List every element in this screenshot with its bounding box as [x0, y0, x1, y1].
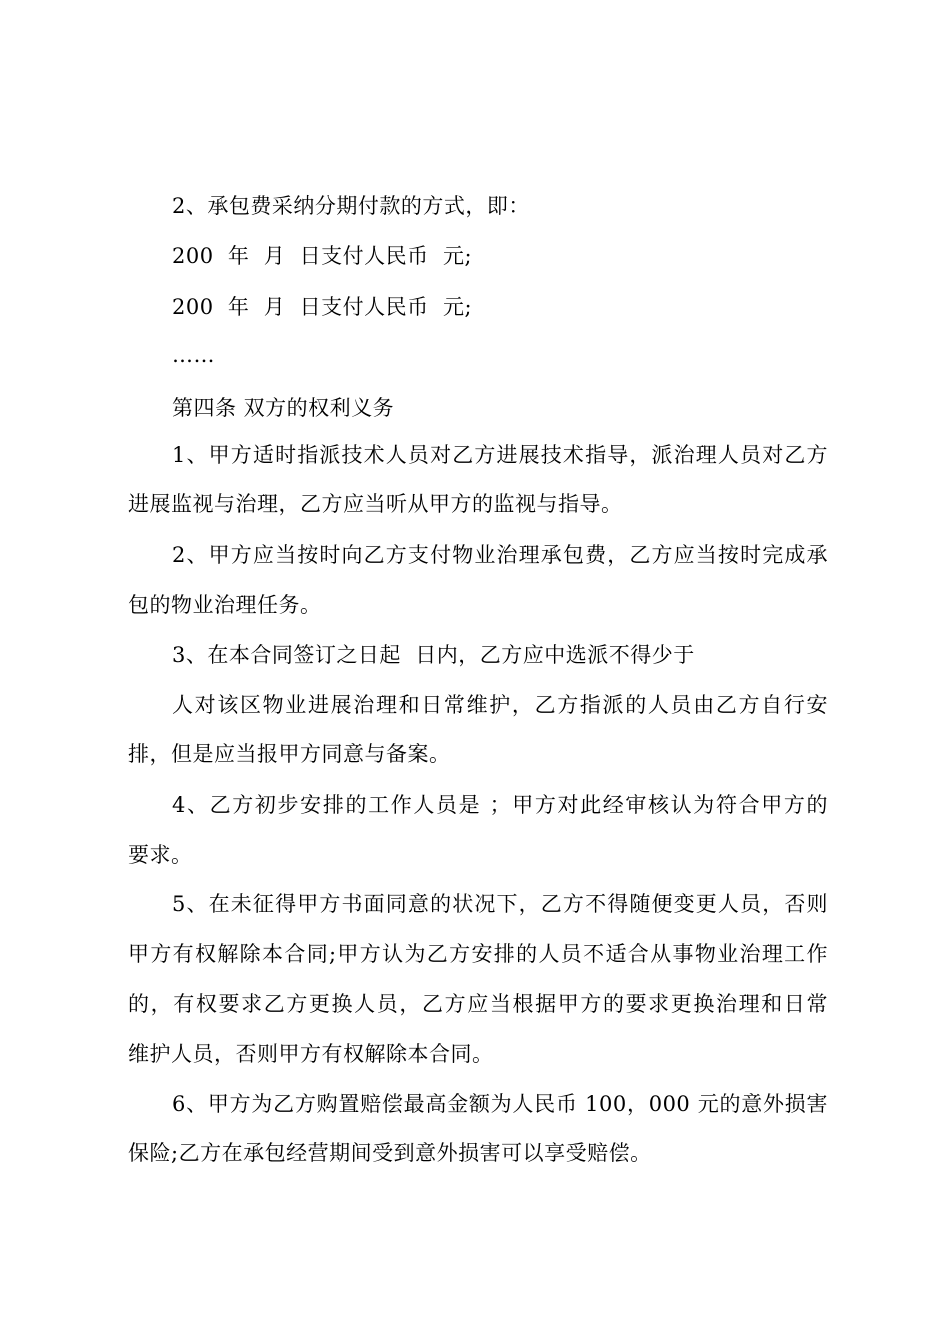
- clause-1-line-2: 进展监视与治理，乙方应当听从甲方的监视与指导。: [128, 492, 623, 516]
- clause-2-line-2: 包的物业治理任务。: [128, 593, 322, 617]
- clause-4-line-1: 4、乙方初步安排的工作人员是 ；甲方对此经审核认为符合甲方的: [172, 793, 828, 817]
- article-four-heading: 第四条 双方的权利义务: [172, 396, 395, 420]
- clause-4-line-2: 要求。: [128, 843, 193, 867]
- payment-installment-2: 200 年 月 日支付人民币 元;: [172, 295, 473, 319]
- clause-5-line-1: 5、在未征得甲方书面同意的状况下，乙方不得随便变更人员，否则: [172, 892, 828, 916]
- clause-5-line-4: 维护人员，否则甲方有权解除本合同。: [128, 1042, 494, 1066]
- clause-3-line-1: 3、在本合同签订之日起 日内，乙方应中选派不得少于: [172, 643, 695, 667]
- clause-5-line-2: 甲方有权解除本合同;甲方认为乙方安排的人员不适合从事物业治理工作: [128, 942, 828, 966]
- payment-installment-1: 200 年 月 日支付人民币 元;: [172, 244, 473, 268]
- ellipsis: ……: [172, 343, 215, 367]
- clause-1-line-1: 1、甲方适时指派技术人员对乙方进展技术指导，派治理人员对乙方: [172, 443, 828, 467]
- clause-6-line-2: 保险;乙方在承包经营期间受到意外损害可以享受赔偿。: [128, 1141, 652, 1165]
- clause-5-line-3: 的，有权要求乙方更换人员，乙方应当根据甲方的要求更换治理和日常: [128, 992, 828, 1016]
- payment-method-clause: 2、承包费采纳分期付款的方式，即：: [172, 194, 530, 218]
- clause-3-line-2: 人对该区物业进展治理和日常维护，乙方指派的人员由乙方自行安: [172, 693, 828, 717]
- clause-2-line-1: 2、甲方应当按时向乙方支付物业治理承包费，乙方应当按时完成承: [172, 543, 828, 567]
- clause-3-line-3: 排，但是应当报甲方同意与备案。: [128, 742, 451, 766]
- clause-6-line-1: 6、甲方为乙方购置赔偿最高金额为人民币 100，000 元的意外损害: [172, 1092, 828, 1116]
